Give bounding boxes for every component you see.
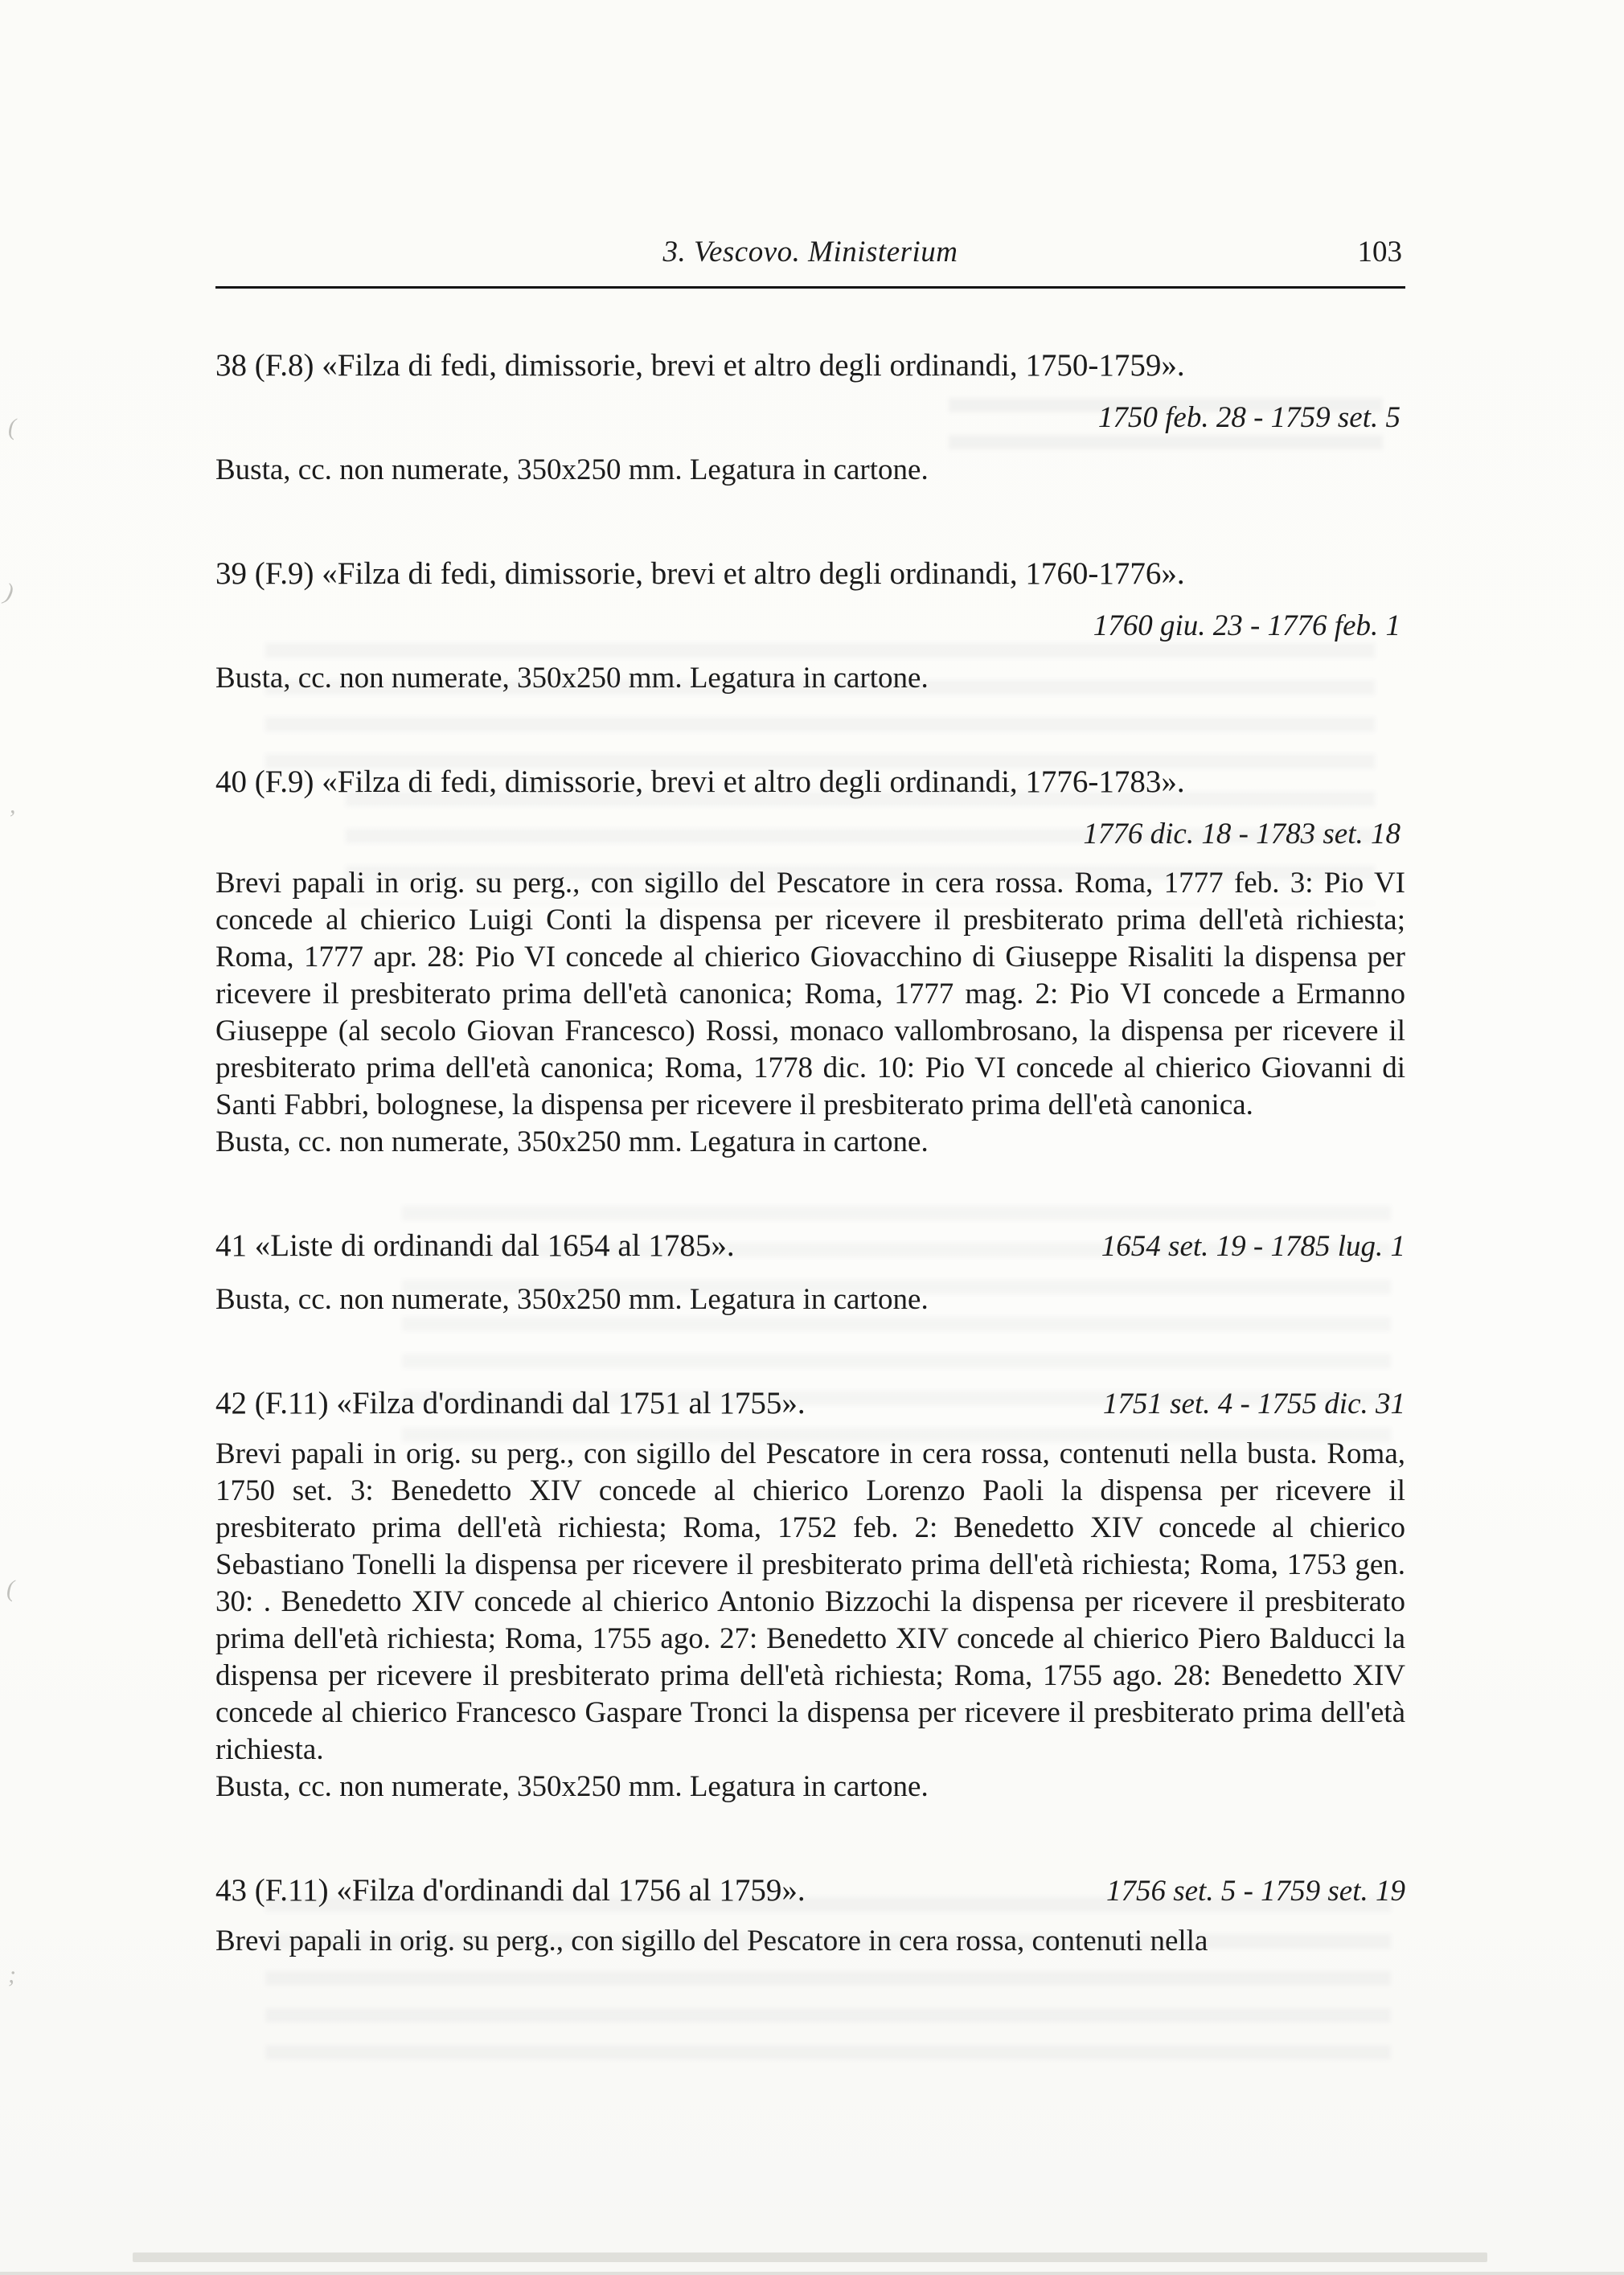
entry-description: Brevi papali in orig. su perg., con sigillo del Pescatore in cera rossa, contenuti nella xyxy=(215,1925,1208,1957)
entry-heading-row xyxy=(215,1871,1405,1910)
entry-42 xyxy=(215,1384,1405,1806)
scan-speck: ( xyxy=(6,1576,14,1602)
entry-heading: 38 (F.8) «Filza di fedi, dimissorie, brevi et altro degli ordinandi, 1750-1759». xyxy=(215,348,1185,383)
entry-physical-description: Busta, cc. non numerate, 350x250 mm. Legatura in cartone. xyxy=(215,1125,929,1158)
scan-speck: ) xyxy=(2,578,16,606)
entry-date-range: 1760 giu. 23 - 1776 feb. 1 xyxy=(1093,609,1400,642)
entry-date-range: 1654 set. 19 - 1785 lug. 1 xyxy=(1101,1230,1405,1263)
entries-list xyxy=(215,346,1405,1960)
entry-39 xyxy=(215,555,1405,697)
entry-date-range: 1750 feb. 28 - 1759 set. 5 xyxy=(1097,401,1400,434)
page-number: 103 xyxy=(1357,236,1402,268)
scan-speck: ; xyxy=(8,1961,16,1988)
entry-description: Brevi papali in orig. su perg., con sigillo del Pescatore in cera rossa. Roma, 1777 feb. 3: Pio VI concede al chierico Luigi Conti la dispensa per ricevere il presbiterato prima dell'età richiesta; Roma, 1777 apr. 28: Pio VI concede al chierico Giovacchino di Giuseppe Risaliti la dispensa per ricevere il presbiterato prima dell'età canonica; Roma, 1777 mag. 2: Pio VI concede a Ermanno Giuseppe (al secolo Giovan Francesco) Rossi, monaco vallombrosano, la dispensa per ricevere il presbiterato prima dell'età canonica; Roma, 1778 dic. 10: Pio VI concede al chierico Giovanni di Santi Fabbri, bolognese, la dispensa per ricevere il presbiterato prima dell'età canonica. xyxy=(215,867,1405,1121)
page-content xyxy=(215,235,1405,2026)
entry-physical-description: Busta, cc. non numerate, 350x250 mm. Legatura in cartone. xyxy=(215,453,929,486)
entry-41 xyxy=(215,1227,1405,1318)
entry-heading-row xyxy=(215,1384,1405,1423)
entry-heading: 42 (F.11) «Filza d'ordinandi dal 1751 al 1755». xyxy=(215,1386,806,1420)
entry-date-range: 1751 set. 4 - 1755 dic. 31 xyxy=(1102,1388,1405,1420)
entry-date-range: 1776 dic. 18 - 1783 set. 18 xyxy=(1083,818,1400,851)
scan-speck: ( xyxy=(8,414,16,441)
entry-heading: 41 «Liste di ordinandi dal 1654 al 1785». xyxy=(215,1228,735,1263)
entry-38 xyxy=(215,346,1405,489)
entry-physical-description: Busta, cc. non numerate, 350x250 mm. Legatura in cartone. xyxy=(215,1770,929,1803)
entry-heading: 40 (F.9) «Filza di fedi, dimissorie, brevi et altro degli ordinandi, 1776-1783». xyxy=(215,764,1185,799)
running-title: 3. Vescovo. Ministerium xyxy=(662,236,958,268)
scan-edge-shadow xyxy=(0,2272,1624,2275)
entry-description: Brevi papali in orig. su perg., con sigillo del Pescatore in cera rossa, contenuti nella busta. Roma, 1750 set. 3: Benedetto XIV concede al chierico Lorenzo Paoli la dispensa per ricevere il presbiterato prima dell'età richiesta; Roma, 1752 feb. 2: Benedetto XIV concede al chierico Sebastiano Tonelli la dispensa per ricevere il presbiterato prima dell'età richiesta; Roma, 1753 gen. 30: . Benedetto XIV concede al chierico Antonio Bizzochi la dispensa per ricevere il presbiterato prima dell'età richiesta; Roma, 1755 ago. 27: Benedetto XIV concede al chierico Piero Balducci la dispensa per ricevere il presbiterato prima dell'età richiesta; Roma, 1755 ago. 28: Benedetto XIV concede al chierico Francesco Gaspare Tronci la dispensa per ricevere il presbiterato prima dell'età richiesta. xyxy=(215,1437,1405,1766)
entry-physical-description: Busta, cc. non numerate, 350x250 mm. Legatura in cartone. xyxy=(215,1283,929,1316)
scan-edge-artifact xyxy=(133,2252,1487,2262)
entry-physical-description: Busta, cc. non numerate, 350x250 mm. Legatura in cartone. xyxy=(215,662,929,695)
entry-heading: 43 (F.11) «Filza d'ordinandi dal 1756 al 1759». xyxy=(215,1873,806,1908)
entry-40 xyxy=(215,763,1405,1161)
entry-heading-row xyxy=(215,1227,1405,1265)
entry-43 xyxy=(215,1871,1405,1960)
page-header xyxy=(215,235,1405,289)
entry-date-range: 1756 set. 5 - 1759 set. 19 xyxy=(1105,1875,1405,1908)
scan-speck: , xyxy=(10,792,16,818)
entry-heading: 39 (F.9) «Filza di fedi, dimissorie, brevi et altro degli ordinandi, 1760-1776». xyxy=(215,556,1185,591)
